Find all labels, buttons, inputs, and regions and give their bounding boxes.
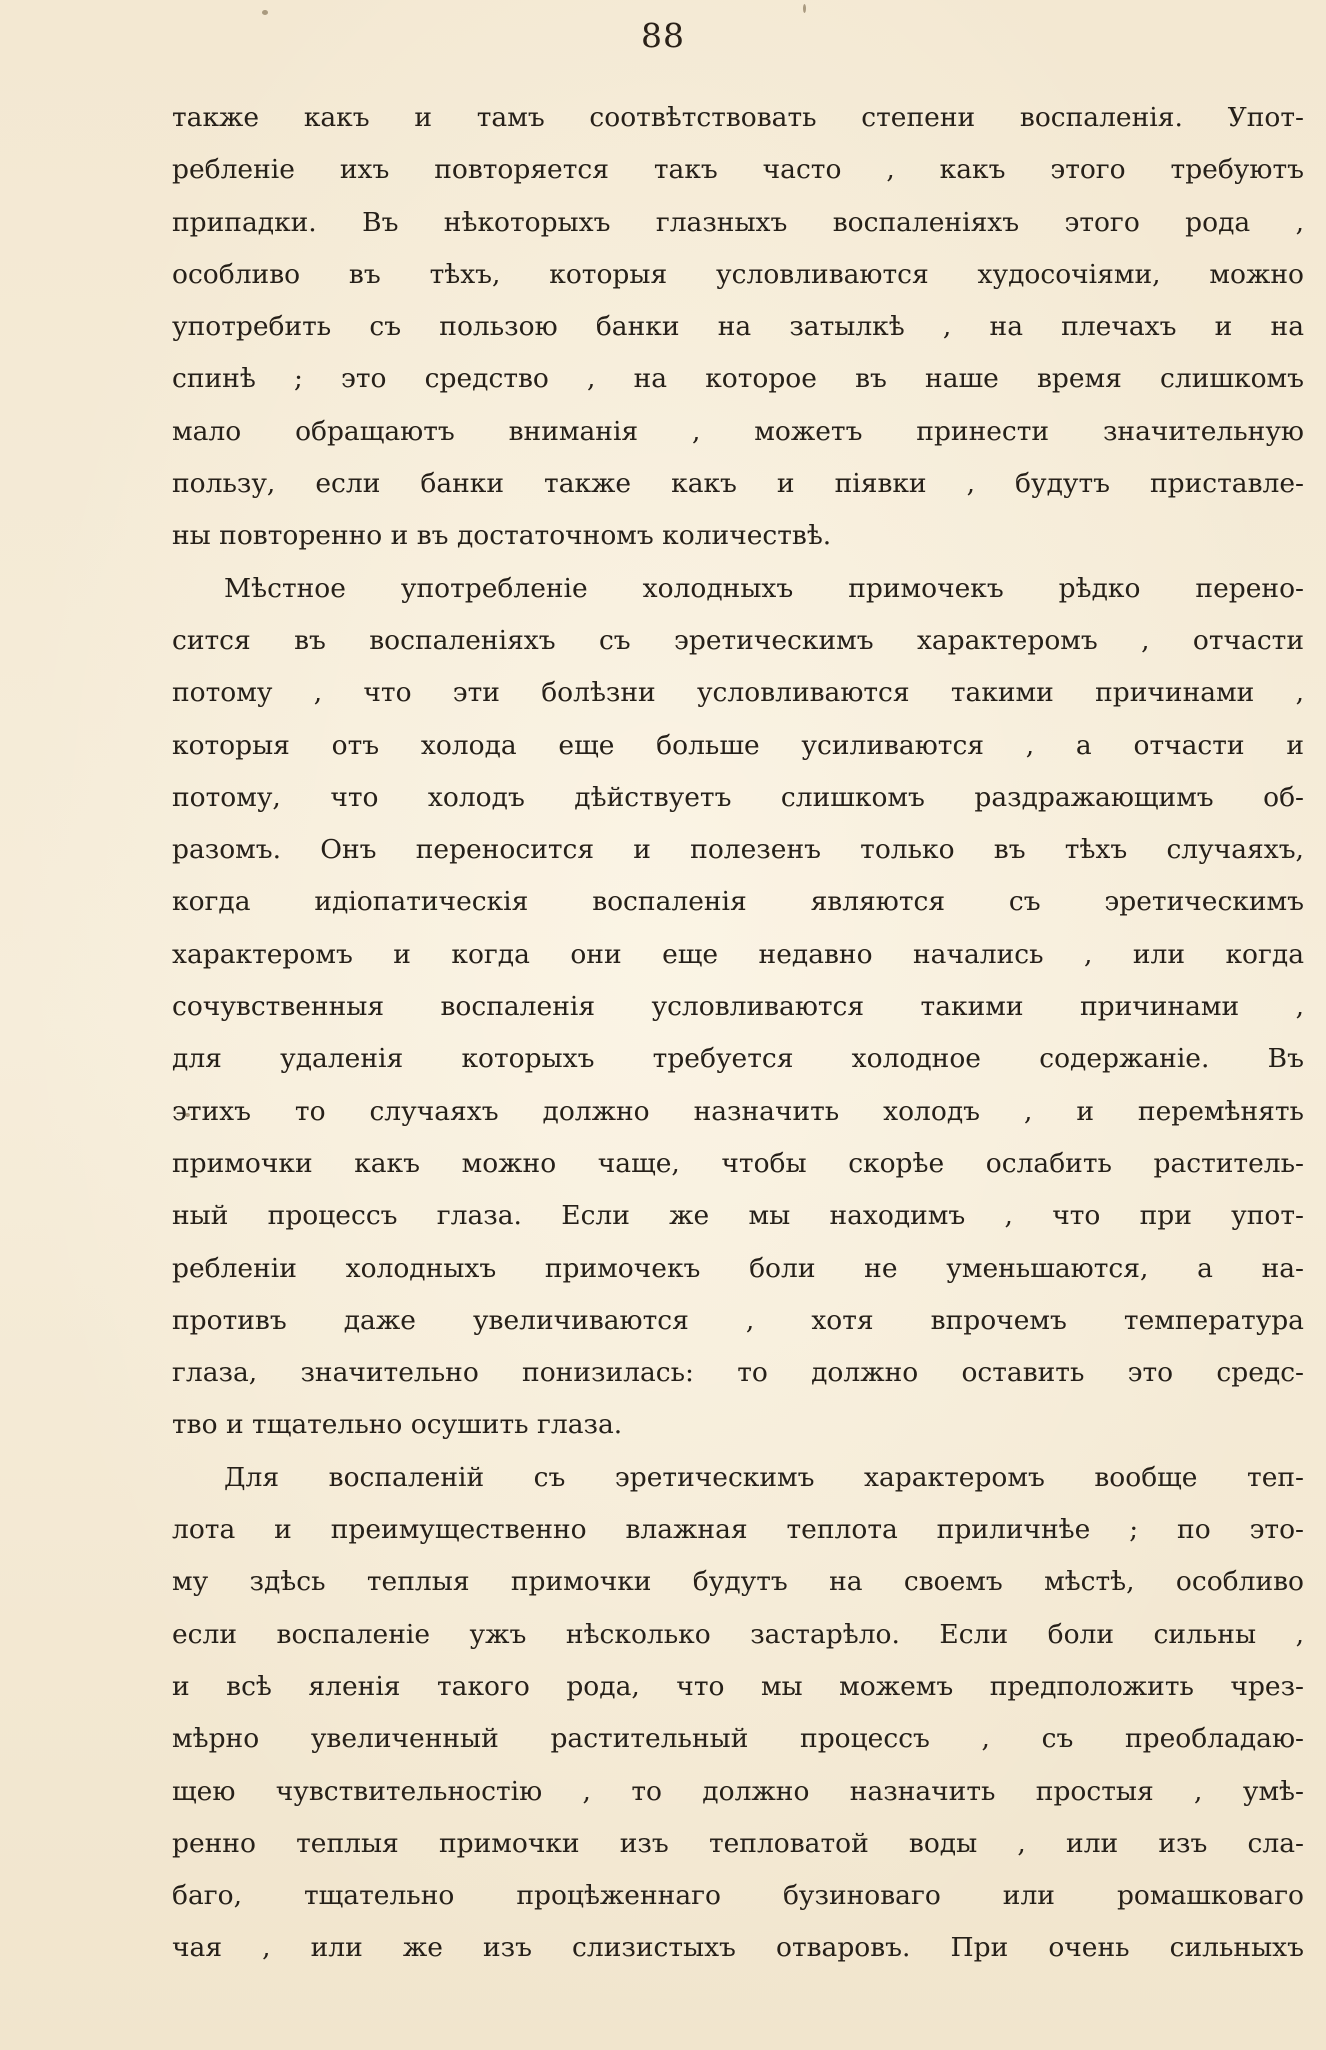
- ink-spot: [262, 10, 268, 15]
- text-line: тво и тщательно осушить глаза.: [172, 1409, 623, 1441]
- text-line: щею чувствительностію , то должно назначить простыя , умѣ-: [172, 1775, 1304, 1807]
- text-line: разомъ. Онъ переносится и полезенъ только въ тѣхъ случаяхъ,: [172, 834, 1304, 866]
- text-line: также какъ и тамъ соотвѣтствовать степени воспаленія. Упот-: [172, 102, 1304, 133]
- body-text: [172, 92, 1304, 1975]
- text-line: мало обращаютъ вниманія , можетъ принести значительную: [172, 415, 1304, 447]
- text-line: глаза, значительно понизилась: то должно оставить это средс-: [172, 1357, 1304, 1389]
- text-line: припадки. Въ нѣкоторыхъ глазныхъ воспаленіяхъ этого рода ,: [172, 206, 1304, 238]
- ink-spot: [803, 4, 806, 13]
- text-line: мѣрно увеличенный растительный процессъ , съ преобладаю-: [172, 1723, 1304, 1755]
- text-line: если воспаленіе ужъ нѣсколько застарѣло. Если боли сильны ,: [172, 1618, 1304, 1650]
- text-line: чая , или же изъ слизистыхъ отваровъ. При очень сильныхъ: [172, 1932, 1304, 1964]
- text-line: Для воспаленій съ эретическимъ характеромъ вообще теп-: [224, 1461, 1304, 1493]
- text-line: ребленіе ихъ повторяется такъ часто , какъ этого требуютъ: [172, 154, 1304, 186]
- text-line: сочувственныя воспаленія условливаются такими причинами ,: [172, 991, 1304, 1023]
- text-line: ребленіи холодныхъ примочекъ боли не уменьшаются, а на-: [172, 1252, 1304, 1284]
- page-number: 88: [641, 16, 685, 55]
- text-line: ный процессъ глаза. Если же мы находимъ , что при упот-: [172, 1200, 1304, 1232]
- text-line: употребить съ пользою банки на затылкѣ , на плечахъ и на: [172, 311, 1304, 343]
- text-line: противъ даже увеличиваются , хотя впрочемъ температура: [172, 1304, 1304, 1336]
- text-line: и всѣ яленія такого рода, что мы можемъ предположить чрез-: [172, 1670, 1304, 1702]
- text-line: лота и преимущественно влажная теплота приличнѣе ; по это-: [172, 1514, 1304, 1546]
- text-line: этихъ то случаяхъ должно назначить холодъ , и перемѣнять: [172, 1095, 1304, 1127]
- text-line: Мѣстное употребленіе холодныхъ примочекъ рѣдко перено-: [224, 572, 1304, 604]
- text-line: потому , что эти болѣзни условливаются такими причинами ,: [172, 677, 1304, 709]
- text-line: спинѣ ; это средство , на которое въ наше время слишкомъ: [172, 363, 1304, 395]
- text-line: баго, тщательно процѣженнаго бузиноваго или ромашковаго: [172, 1880, 1304, 1912]
- text-line: пользу, если банки также какъ и піявки , будутъ приставле-: [172, 468, 1304, 500]
- text-line: ны повторенно и въ достаточномъ количествѣ.: [172, 520, 832, 552]
- text-line: когда идіопатическія воспаленія являются съ эретическимъ: [172, 886, 1304, 918]
- text-line: особливо въ тѣхъ, которыя условливаются худосочіями, можно: [172, 258, 1304, 290]
- text-line: му здѣсь теплыя примочки будутъ на своемъ мѣстѣ, особливо: [172, 1566, 1304, 1598]
- text-line: которыя отъ холода еще больше усиливаются , а отчасти и: [172, 729, 1304, 761]
- text-line: сится въ воспаленіяхъ съ эретическимъ характеромъ , отчасти: [172, 624, 1304, 656]
- text-line: потому, что холодъ дѣйствуетъ слишкомъ раздражающимъ об-: [172, 781, 1304, 813]
- text-line: для удаленія которыхъ требуется холодное содержаніе. Въ: [172, 1043, 1304, 1075]
- text-line: характеромъ и когда они еще недавно начались , или когда: [172, 938, 1304, 970]
- text-line: ренно теплыя примочки изъ тепловатой воды , или изъ сла-: [172, 1827, 1304, 1859]
- text-line: примочки какъ можно чаще, чтобы скорѣе ослабить раститель-: [172, 1147, 1304, 1179]
